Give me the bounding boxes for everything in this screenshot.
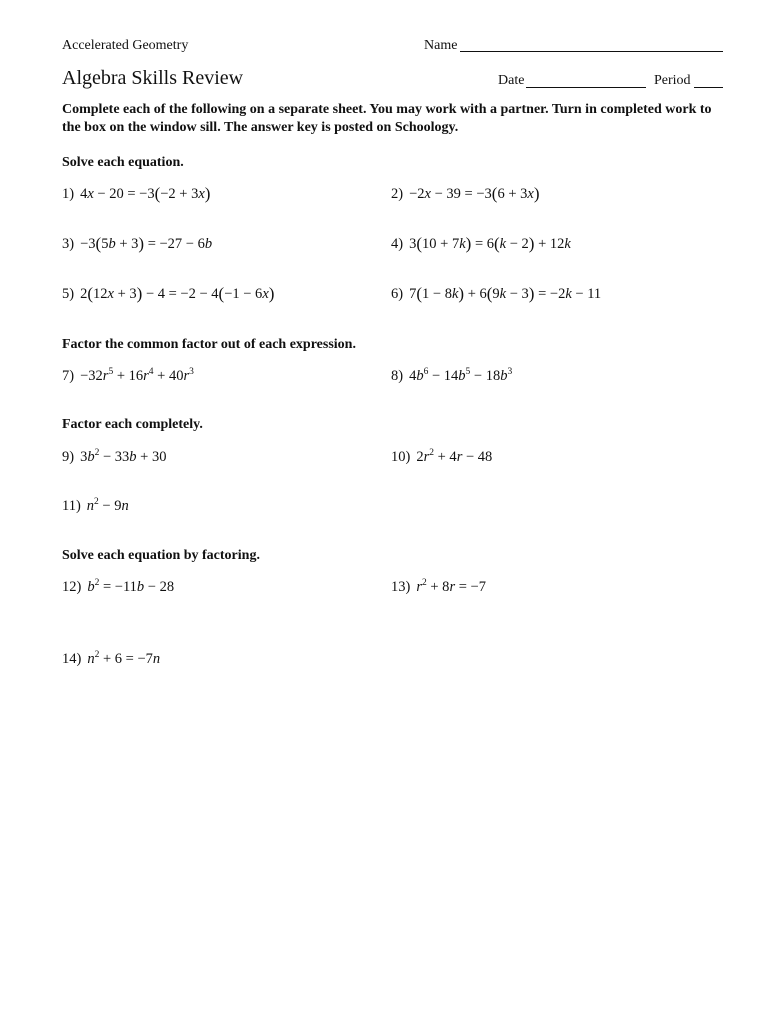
problem-13 xyxy=(391,579,486,596)
period-blank-line xyxy=(694,87,723,88)
section-heading-solve-by-factoring: Solve each equation by factoring. xyxy=(62,548,260,563)
instructions: Complete each of the following on a separate sheet. You may work with a partner. Turn in completed work to the box on the window sill. The answer key is posted on Schoology. xyxy=(62,102,712,135)
course-name: Accelerated Geometry xyxy=(62,38,189,53)
section-heading-common-factor: Factor the common factor out of each expression. xyxy=(62,337,356,352)
problem-expression: $b^2 = -11b - 28$ xyxy=(87,578,175,595)
problem-expression: $n^2 - 9n$ xyxy=(86,497,129,514)
problem-expression: $3b^2 - 33b + 30$ xyxy=(80,448,167,465)
problem-1 xyxy=(62,186,210,203)
problem-12 xyxy=(62,579,174,596)
problem-number: 10) xyxy=(391,449,411,465)
problem-number: 7) xyxy=(62,368,75,384)
problem-8 xyxy=(391,368,512,385)
problem-number: 8) xyxy=(391,368,404,384)
worksheet-title: Algebra Skills Review xyxy=(62,67,244,89)
problem-number: 12) xyxy=(62,579,82,595)
problem-expression: $2r^2 + 4r - 48$ xyxy=(416,448,493,465)
problem-7 xyxy=(62,368,194,385)
problem-expression: $n^2 + 6 = -7n$ xyxy=(87,650,161,667)
problem-expression: 4x − 20 = −3(−2 + 3x) xyxy=(80,184,211,203)
problem-14 xyxy=(62,651,160,668)
period-label: Period xyxy=(654,73,691,88)
date-label: Date xyxy=(498,73,525,88)
problem-number: 3) xyxy=(62,236,75,252)
problem-expression: 3(10 + 7k) = 6(k − 2) + 12k xyxy=(409,234,571,253)
problem-number: 2) xyxy=(391,186,404,202)
problem-expression: $r^2 + 8r = -7$ xyxy=(416,578,486,595)
problem-9 xyxy=(62,449,166,466)
problem-4 xyxy=(391,236,571,253)
problem-10 xyxy=(391,449,492,466)
problem-number: 11) xyxy=(62,498,81,514)
problem-11 xyxy=(62,498,129,515)
problem-expression: 7(1 − 8k) + 6(9k − 3) = −2k − 11 xyxy=(409,284,602,303)
section-heading-factor-completely: Factor each completely. xyxy=(62,417,203,432)
problem-number: 4) xyxy=(391,236,404,252)
problem-5 xyxy=(62,286,274,303)
problem-expression: −3(5b + 3) = −27 − 6b xyxy=(80,234,213,253)
problem-expression: −2x − 39 = −3(6 + 3x) xyxy=(409,184,540,203)
problem-number: 14) xyxy=(62,651,82,667)
section-heading-solve: Solve each equation. xyxy=(62,155,184,170)
problem-expression: 2(12x + 3) − 4 = −2 − 4(−1 − 6x) xyxy=(80,284,275,303)
problem-number: 9) xyxy=(62,449,75,465)
problem-number: 5) xyxy=(62,286,75,302)
problem-6 xyxy=(391,286,601,303)
problem-number: 1) xyxy=(62,186,75,202)
name-blank-line xyxy=(460,51,723,52)
problem-number: 6) xyxy=(391,286,404,302)
problem-expression: $4b^6 - 14b^5 - 18b^3$ xyxy=(409,367,513,384)
problem-2 xyxy=(391,186,539,203)
name-label: Name xyxy=(424,38,458,53)
problem-3 xyxy=(62,236,212,253)
date-blank-line xyxy=(526,87,646,88)
problem-number: 13) xyxy=(391,579,411,595)
problem-expression: $-32r^5 + 16r^4 + 40r^3$ xyxy=(80,367,194,384)
